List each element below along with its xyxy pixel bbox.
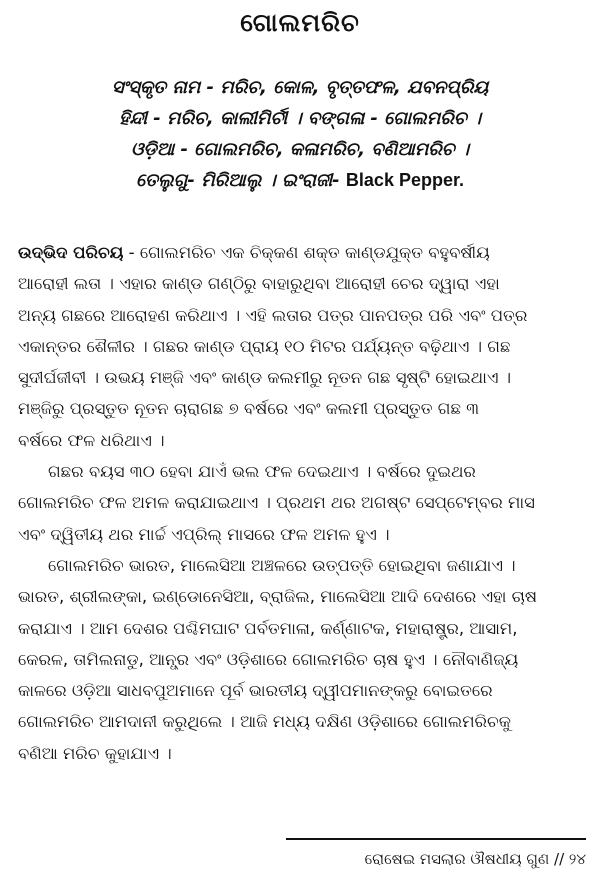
paragraph-line: ବଣିଆ ମରିଚ କୁହାଯାଏ ।	[18, 743, 172, 763]
paragraph-line: କରାଯାଏ । ଆମ ଦେଶର ପଶ୍ଚିମଘାଟ ପର୍ବତମାଳା, କର୍ଣ୍ଣାଟକ, ମହାରାଷ୍ଟ୍ର, ଆସାମ,	[18, 618, 518, 638]
paragraph-line: ଅନ୍ୟ ଗଛରେ ଆରୋହଣ କରିଥାଏ । ଏହି ଲତାର ପତ୍ର ପାନପତ୍ର ପରି ଏବଂ ପତ୍ର	[18, 305, 528, 325]
footer-text: ରୋଷେଇ ମସଲାର ଔଷଧୀୟ ଗୁଣ // ୨୪	[364, 850, 586, 868]
line-text: - ଗୋଲମରିଚ ଏକ ଚିକ୍କଣ ଶକ୍ତ କାଣ୍ଡଯୁକ୍ତ ବହୁବର୍ଷୀୟ	[123, 243, 490, 262]
names-line-telugu-english	[0, 165, 600, 196]
paragraph-line: ଗଛର ବୟସ ୩୦ ହେବା ଯାଏଁ ଭଲ ଫଳ ଦେଇଥାଏ । ବର୍ଷରେ ଦୁଇଥର	[48, 462, 476, 482]
paragraph-line: ଆରୋହୀ ଲତା । ଏହାର କାଣ୍ଡ ଗଣ୍ଠିରୁ ବାହାରୁଥିବା ଆରୋହୀ ଚେର ଦ୍ୱାରା ଏହା	[18, 274, 500, 294]
paragraph-line: ଗୋଲମରିଚ ଫଳ ଅମଳ କରାଯାଇଥାଏ । ପ୍ରଥମ ଥର ଅଗଷ୍ଟ ସେପ୍ଟେମ୍ବର ମାସ	[18, 493, 535, 513]
paragraph-line: ଏକାନ୍ତର ଶୈଳୀର । ଗଛର କାଣ୍ଡ ପ୍ରାୟ ୧୦ ମିଟର ପର୍ଯ୍ୟନ୍ତ ବଢ଼ିଥାଏ । ଗଛ	[18, 336, 511, 356]
body-text	[18, 237, 588, 769]
names-line-odia	[0, 134, 600, 165]
paragraph-line: ଗୋଲମରିଚ ଆମଦାନୀ କରୁଥିଲେ । ଆଜି ମଧ୍ୟ ଦକ୍ଷିଣ ଓଡ଼ିଶାରେ ଗୋଲମରିଚକୁ	[18, 712, 511, 732]
page-title: ଗୋଲମରିଚ	[240, 8, 360, 37]
paragraph-line: ମଞ୍ଜିରୁ ପ୍ରସ୍ତୁତ ନୂତନ ଚାରାଗଛ ୭ ବର୍ଷରେ ଏବଂ କଲମୀ ପ୍ରସ୍ତୁତ ଗଛ ୩	[18, 399, 480, 419]
names-line-sanskrit	[0, 72, 600, 103]
paragraph-line: ବର୍ଷରେ ଫଳ ଧରିଥାଏ ।	[18, 430, 165, 450]
names-text: ତେଲୁଗୁ- ମିରିଆଲୁ । ଇଂରାଜୀ-	[136, 170, 346, 191]
paragraph-line: ଭାରତ, ଶ୍ରୀଲଙ୍କା, ଇଣ୍ଡୋନେସିଆ, ବ୍ରାଜିଲ, ମାଲେସିଆ ଆଦି ଦେଶରେ ଏହା ଚାଷ	[18, 587, 538, 607]
paragraph-line	[18, 237, 588, 268]
names-line-hindi	[0, 103, 600, 134]
paragraph-line: ଗୋଲମରିଚ ଭାରତ, ମାଲେସିଆ ଅଞ୍ଚଳରେ ଉତ୍ପତ୍ତି ହୋଇଥିବା ଜଣାଯାଏ ।	[48, 555, 516, 575]
paragraph-line: କାଳରେ ଓଡ଼ିଆ ସାଧବପୁଅମାନେ ପୂର୍ବ ଭାରତୀୟ ଦ୍ୱୀପମାନଙ୍କରୁ ବୋଇତରେ	[18, 681, 493, 701]
paragraph-line: ଏବଂ ଦ୍ୱିତୀୟ ଥର ମାର୍ଚ୍ଚ ଏପ୍ରିଲ୍ ମାସରେ ଫଳ ଅମଳ ହୁଏ ।	[18, 524, 390, 544]
names-text: ସଂସ୍କୃତ ନାମ - ମରିଚ, କୋଳ, ବୃତ୍ତଫଳ, ଯବନପ୍ରିୟ	[111, 77, 489, 98]
names-text: ହିନ୍ଦୀ - ମରିଚ, କାଲୀମିର୍ଚୀ । ବଙ୍ଗଳା - ଗୋଲମରିଚ ।	[119, 108, 481, 129]
page-footer	[286, 838, 586, 868]
english-name: Black Pepper.	[345, 170, 464, 190]
paragraph-heading: ଉଦ୍ଭିଦ ପରିଚୟ	[18, 243, 124, 262]
plant-names-block	[0, 72, 600, 196]
names-text: ଓଡ଼ିଆ - ଗୋଲମରିଚ, କଳାମରିଚ, ବଣିଆମରିଚ ।	[131, 139, 469, 160]
paragraph-line: ସୁଦୀର୍ଘଜୀବୀ । ଉଭୟ ମଞ୍ଜି ଏବଂ କାଣ୍ଡ କଲମୀରୁ ନୂତନ ଗଛ ସୃଷ୍ଟି ହୋଇଥାଏ ।	[18, 368, 512, 388]
paragraph-line: କେରଳ, ତାମିଲନାଡୁ, ଆନ୍ଧ୍ର ଏବଂ ଓଡ଼ିଶାରେ ଗୋଲମରିଚ ଚାଷ ହୁଏ । ନୌବାଣିଜ୍ୟ	[18, 649, 519, 669]
